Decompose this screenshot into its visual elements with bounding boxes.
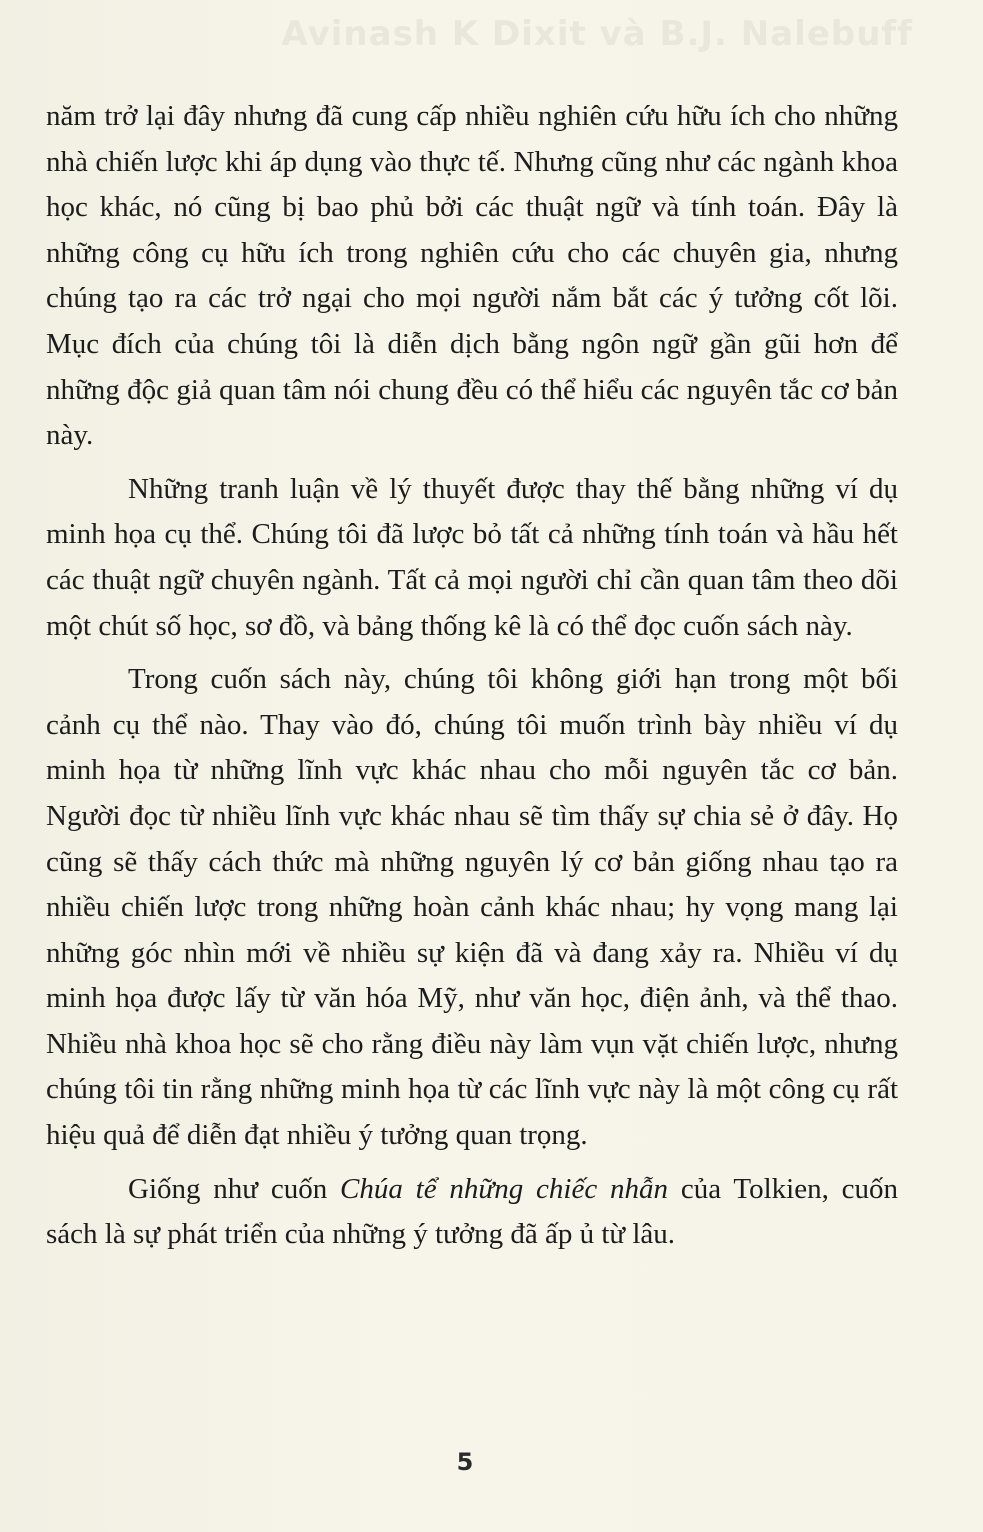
paragraph-4 (46, 1167, 898, 1258)
paragraph-2: Những tranh luận về lý thuyết được thay thế bằng những ví dụ minh họa cụ thể. Chúng tôi đã lược bỏ tất cả những tính toán và hầu hết các thuật ngữ chuyên ngành. Tất cả mọi người chỉ cần quan tâm theo dõi một chút số học, sơ đồ, và bảng thống kê là có thể đọc cuốn sách này. (46, 472, 898, 642)
paragraph-4-after: của Tolkien, cuốn sách là sự phát triển của những ý tưởng đã ấp ủ từ lâu. (46, 1172, 898, 1251)
book-title-italic: Chúa tể những chiếc nhẫn (340, 1172, 669, 1205)
paragraph-4-before: Giống như cuốn (128, 1172, 341, 1205)
paragraph-1: năm trở lại đây nhưng đã cung cấp nhiều nghiên cứu hữu ích cho những nhà chiến lược khi áp dụng vào thực tế. Nhưng cũng như các ngành khoa học khác, nó cũng bị bao phủ bởi các thuật ngữ và tính toán. Đây là những công cụ hữu ích trong nghiên cứu cho các chuyên gia, nhưng chúng tạo ra các trở ngại cho mọi người nắm bắt các ý tưởng cốt lõi. Mục đích của chúng tôi là diễn dịch bằng ngôn ngữ gần gũi hơn để những độc giả quan tâm nói chung đều có thể hiểu các nguyên tắc cơ bản này. (46, 100, 898, 452)
running-header-author: Avinash K Dixit và B.J. Nalebuff (281, 14, 913, 54)
body-text (46, 94, 898, 1258)
page-number: 5 (456, 1448, 474, 1476)
paragraph-3: Trong cuốn sách này, chúng tôi không giới hạn trong một bối cảnh cụ thể nào. Thay vào đó, chúng tôi muốn trình bày nhiều ví dụ minh họa từ những lĩnh vực khác nhau cho mỗi nguyên tắc cơ bản. Người đọc từ nhiều lĩnh vực khác nhau sẽ tìm thấy sự chia sẻ ở đây. Họ cũng sẽ thấy cách thức mà những nguyên lý cơ bản giống nhau tạo ra nhiều chiến lược trong những hoàn cảnh khác nhau; hy vọng mang lại những góc nhìn mới về nhiều sự kiện đã và đang xảy ra. Nhiều ví dụ minh họa được lấy từ văn hóa Mỹ, như văn học, điện ảnh, và thể thao. Nhiều nhà khoa học sẽ cho rằng điều này làm vụn vặt chiến lược, nhưng chúng tôi tin rằng những minh họa từ các lĩnh vực này là một công cụ rất hiệu quả để diễn đạt nhiều ý tưởng quan trọng. (46, 663, 898, 1152)
